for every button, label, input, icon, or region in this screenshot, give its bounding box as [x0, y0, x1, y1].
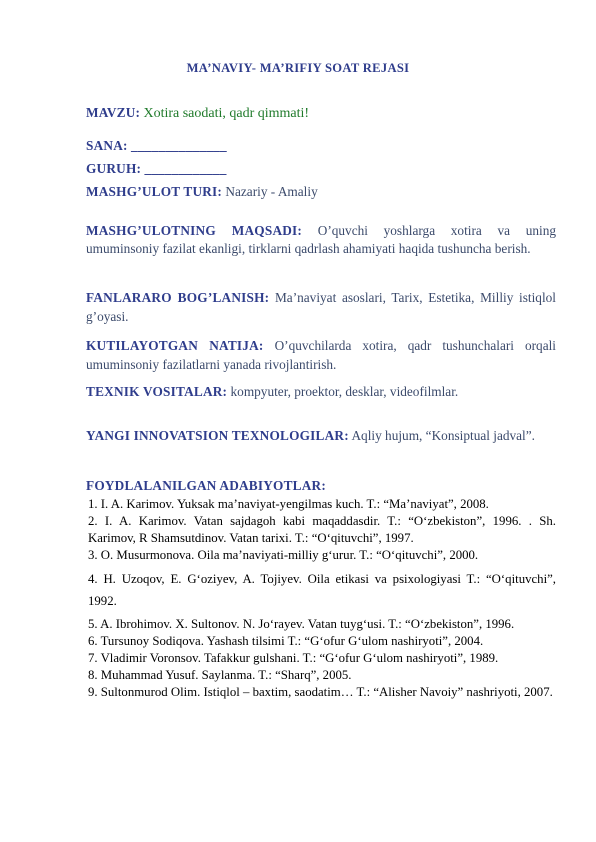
expected-result-value: O’quvchilarda xotira, qadr tushunchalari orqali umuminsoniy fazilatlarni yanada rivojlantirish. [86, 338, 556, 372]
reference-item-8: 8. Muhammad Yusuf. Saylanma. T.: “Sharq”, 2005. [88, 668, 352, 682]
reference-item-3: 3. O. Musurmonova. Oila ma’naviyati-milliy g‘urur. T.: “O‘qituvchi”, 2000. [88, 548, 479, 562]
lesson-type-value: Nazariy - Amaliy [225, 184, 318, 199]
innovations-label: YANGI INNOVATSION TEXNOLOGILAR: [86, 428, 349, 443]
reference-item-9: 9. Sultonmurod Olim. Istiqlol – baxtim, saodatim… T.: “Alisher Navoiy” nashriyoti, 2007. [88, 685, 553, 699]
references-list [88, 496, 556, 701]
reference-item-5: 5. A. Ibrohimov. X. Sultonov. N. Jo‘rayev. Vatan tuyg‘usi. T.: “O‘zbekiston”, 1996. [88, 617, 515, 631]
date-blank: ______________ [130, 138, 227, 153]
references-heading [86, 477, 556, 494]
technical-means-line [86, 383, 556, 400]
date-label: SANA: [86, 138, 128, 153]
reference-item-2: 2. I. A. Karimov. Vatan sajdagoh kabi maqaddasdir. T.: “O‘zbekiston”, 1996. . Sh. Karimov, R Shamsutdinov. Vatan tarixi. T.: “O‘qituvchi”, 1997. [88, 514, 556, 545]
purpose-label: MASHG’ULOTNING MAQSADI: [86, 223, 303, 238]
reference-item-6: 6. Tursunoy Sodiqova. Yashash tilsimi T.: “G‘ofur G‘ulom nashiryoti”, 2004. [88, 634, 484, 648]
interdisciplinary-paragraph [86, 288, 556, 326]
purpose-paragraph [86, 222, 556, 258]
interdisciplinary-label: FANLARARO BOG’LANISH: [86, 290, 270, 305]
topic-line [86, 104, 556, 122]
topic-label: MAVZU: [86, 105, 141, 120]
group-line [86, 160, 556, 177]
lesson-type-label: MASHG’ULOT TURI: [86, 184, 223, 199]
date-line [86, 137, 556, 154]
technical-means-label: TEXNIK VOSITALAR: [86, 384, 228, 399]
topic-value: Xotira saodati, qadr qimmati! [143, 106, 310, 121]
group-label: GURUH: [86, 161, 142, 176]
innovations-value: Aqliy hujum, “Konsiptual jadval”. [351, 428, 535, 443]
reference-item-4: 4. H. Uzoqov, E. G‘oziyev, A. Tojiyev. Oila etikasi va psixologiyasi T.: “O‘qituvchi”, 1992. [88, 572, 556, 608]
group-blank: ____________ [144, 161, 227, 176]
lesson-type-line [86, 183, 556, 200]
references-heading-text: FOYDLALANILGAN ADABIYOTLAR: [86, 478, 326, 493]
reference-item-7: 7. Vladimir Voronsov. Tafakkur gulshani. T.: “G‘ofur G‘ulom nashiryoti”, 1989. [88, 651, 499, 665]
purpose-value: O’quvchi yoshlarga xotira va uning umuminsoniy fazilat ekanligi, tirklarni qadrlash ahamiyati haqida tushuncha berish. [86, 223, 556, 256]
expected-result-label: KUTILAYOTGAN NATIJA: [86, 338, 264, 353]
page-title: MA’NAVIY- MA’RIFIY SOAT REJASI [186, 61, 410, 75]
reference-item-1: 1. I. A. Karimov. Yuksak ma’naviyat-yengilmas kuch. T.: “Ma’naviyat”, 2008. [88, 497, 489, 511]
expected-result-paragraph [86, 336, 556, 374]
technical-means-value: kompyuter, proektor, desklar, videofilmlar. [230, 384, 459, 399]
interdisciplinary-value: Ma’naviyat asoslari, Tarix, Estetika, Milliy istiqlol g’oyasi. [86, 290, 556, 324]
innovations-paragraph [86, 424, 556, 447]
